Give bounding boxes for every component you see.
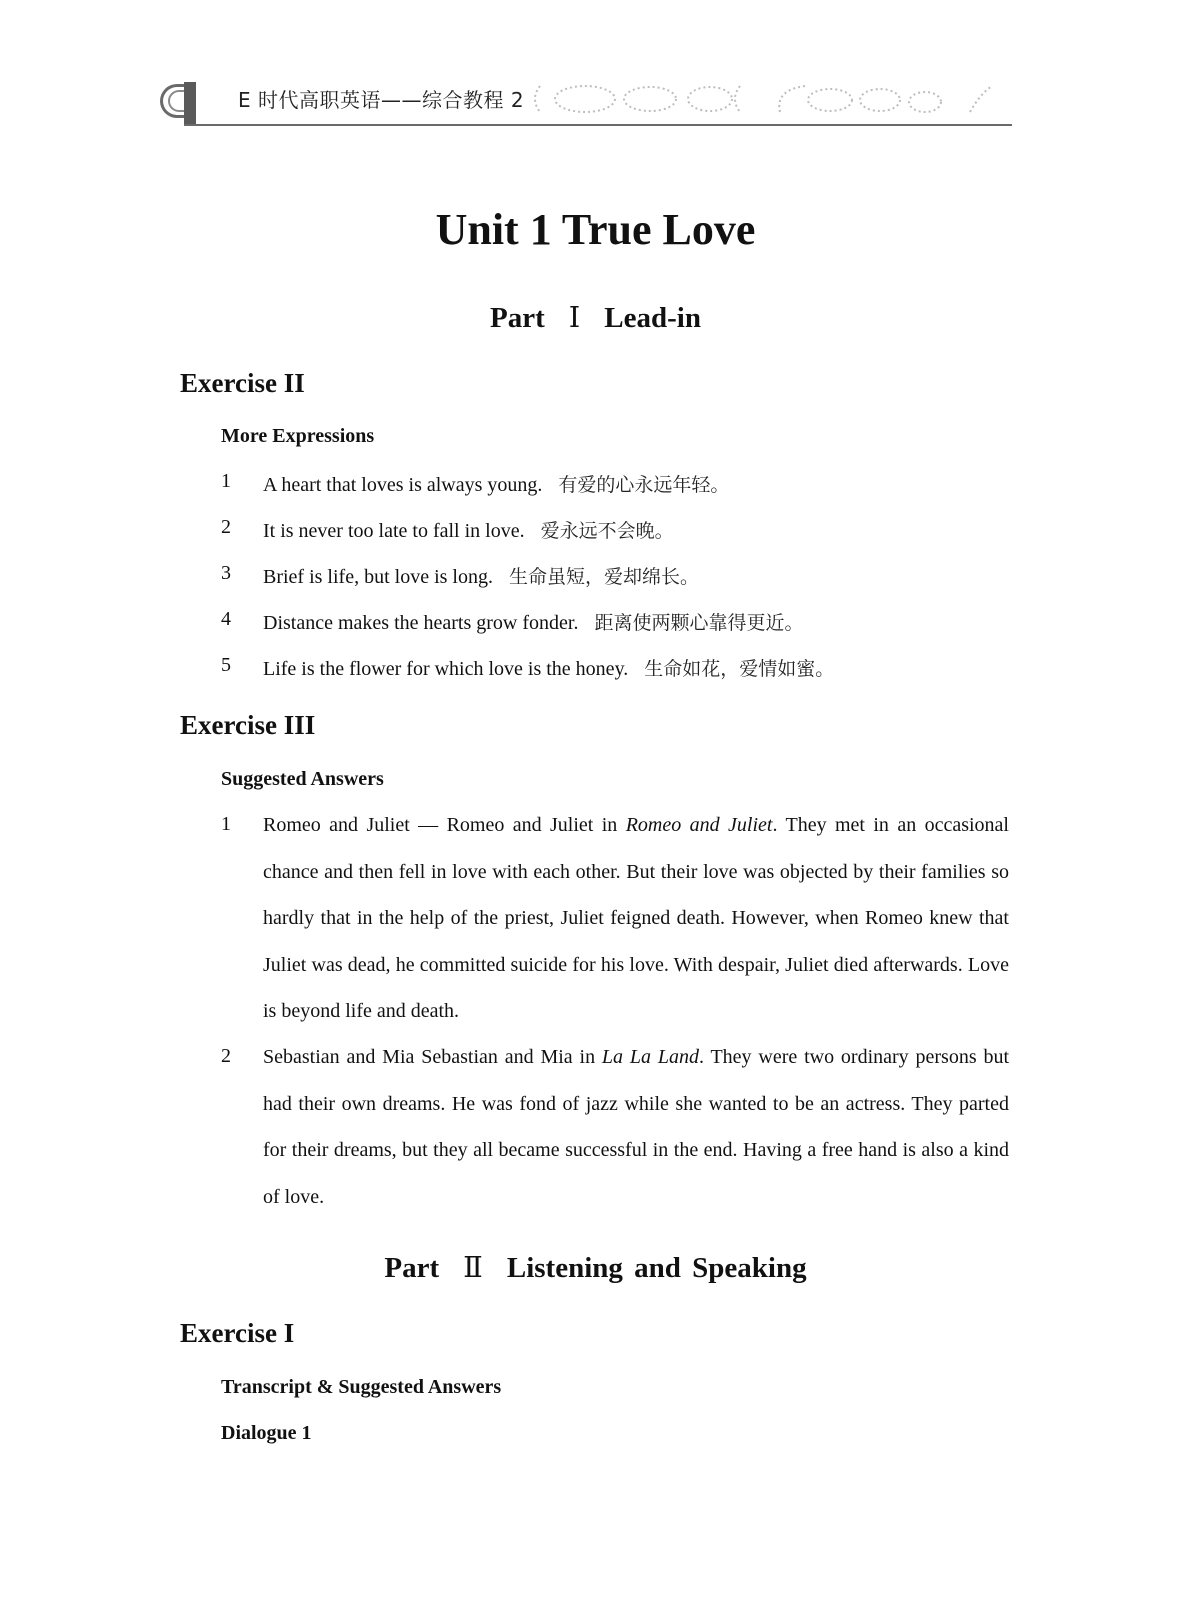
part-heading-lead-in [0, 300, 1191, 335]
exercise-heading: Exercise II [180, 368, 305, 398]
list-item-number: 4 [221, 608, 231, 630]
answer-text: . They were two ordinary persons but had their own dreams. He was fond of jazz while she wanted to be an actress. They parted for their dreams, but they all became successful in the end. Having a free hand is also a kind of love. [263, 1046, 1009, 1208]
expression-zh: 有爱的心永远年轻。 [558, 474, 730, 496]
work-title: La La Land [601, 1046, 699, 1068]
book-title: E 时代高职英语——综合教程 2 [238, 88, 525, 112]
list-item-number: 2 [221, 516, 231, 538]
list-item-number: 5 [221, 654, 231, 676]
part-numeral: Ⅰ [568, 300, 581, 334]
part-label: Part [490, 302, 545, 334]
answer-number: 1 [221, 813, 231, 835]
header-bar-decoration [184, 82, 196, 124]
part-heading-listening-speaking [0, 1250, 1191, 1285]
expression-en: Distance makes the hearts grow fonder. [263, 612, 579, 634]
header-rule [184, 124, 1012, 126]
sub-heading: More Expressions [221, 425, 375, 447]
sub-heading: Suggested Answers [221, 768, 384, 790]
expression-en: It is never too late to fall in love. [263, 520, 525, 542]
part-label: Part [384, 1252, 440, 1284]
unit-title: Unit 1 True Love [435, 205, 756, 254]
answer-number: 2 [221, 1045, 231, 1067]
header-inner-ring-decoration [168, 90, 184, 112]
list-item [263, 608, 803, 635]
exercise-heading: Exercise I [180, 1318, 295, 1348]
exercise-heading: Exercise III [180, 710, 316, 740]
list-item [263, 562, 699, 589]
list-item-number: 1 [221, 470, 231, 492]
page-header [160, 78, 1012, 128]
answer-paragraph [263, 1034, 1009, 1220]
answer-text: . They met in an occasional chance and then fell in love with each other. But their love was objected by their families so hardly that in the help of the priest, Juliet feigned death. However, when Romeo knew that Juliet was dead, he committed suicide for his love. With despair, Juliet died afterwards. Love is beyond life and death. [263, 814, 1009, 1022]
list-item-number: 3 [221, 562, 231, 584]
answer-paragraph [263, 802, 1009, 1035]
header-pattern-decoration [530, 82, 1000, 116]
expression-zh: 爱永远不会晚。 [540, 520, 674, 542]
list-item [263, 470, 729, 497]
part-name: Lead-in [604, 302, 701, 334]
dialogue-heading: Dialogue 1 [221, 1422, 312, 1444]
list-item [263, 516, 674, 543]
work-title: Romeo and Juliet [625, 814, 773, 836]
answer-lead: Romeo and Juliet — Romeo and Juliet in [263, 814, 626, 836]
expression-en: Life is the flower for which love is the honey. [263, 658, 629, 680]
expression-zh: 生命如花，爱情如蜜。 [644, 658, 835, 680]
sub-heading: Transcript & Suggested Answers [221, 1376, 502, 1398]
answer-lead: Sebastian and Mia Sebastian and Mia in [263, 1046, 602, 1068]
part-name: Listening and Speaking [506, 1252, 807, 1284]
expression-en: A heart that loves is always young. [263, 474, 543, 496]
list-item [263, 654, 834, 681]
expression-en: Brief is life, but love is long. [263, 566, 493, 588]
expression-zh: 距离使两颗心靠得更近。 [594, 612, 804, 634]
part-numeral: Ⅱ [463, 1250, 483, 1284]
expression-zh: 生命虽短，爱却绵长。 [508, 566, 699, 588]
